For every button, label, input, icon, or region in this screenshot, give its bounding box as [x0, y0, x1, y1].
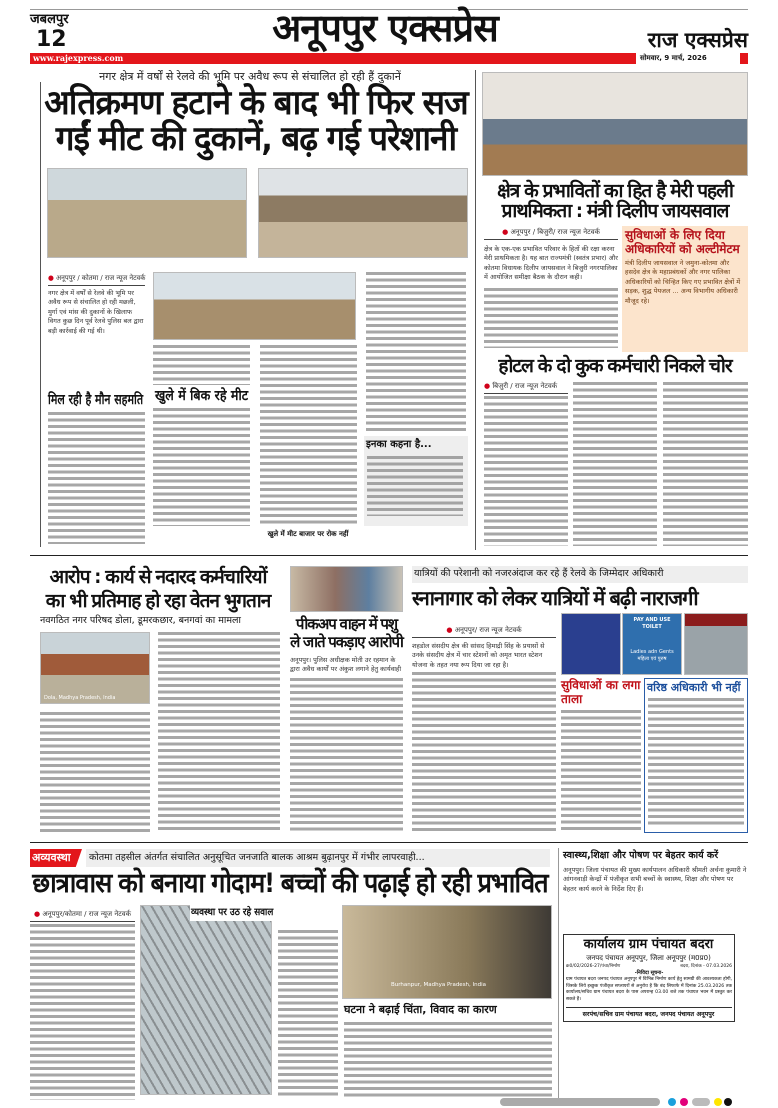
- dola-photo-caption: Dola, Madhya Pradesh, India: [44, 695, 116, 701]
- notice-ref: क्र0/02/2026-27/पंचा/निर्माण: [566, 964, 621, 969]
- railway-kicker: यात्रियों की परेशानी को नजरअंदाज कर रहे हैं रेलवे के जिम्मेदार अधिकारी: [414, 568, 664, 579]
- page-number: 12: [36, 27, 67, 52]
- scaffolding-photo: [140, 905, 272, 1095]
- print-color-bar: [400, 1098, 730, 1106]
- senior-officer-text: [648, 698, 744, 828]
- hostel-kicker: कोतमा तहसील अंतर्गत संचालित अनुसूचित जनजाति बालक आश्रम बुढ़ानपुर में गंभीर लापरवाही...: [89, 852, 425, 863]
- railway-body-col2: [561, 710, 641, 832]
- subhead-senior-officer: वरिष्ठ अधिकारी भी नहीं: [647, 681, 741, 694]
- ultimatum-heading: सुविधाओं के लिए दिया अधिकारियों को अल्टीमेटम: [625, 228, 740, 256]
- notice-heading: -निविदा सूचना-: [634, 970, 664, 976]
- hostel-body-col2: [278, 930, 338, 1098]
- red-bar-end: [740, 53, 748, 64]
- hotel-body-col1: [484, 396, 568, 546]
- sign-pay-toilet: PAY AND USE TOILET: [633, 617, 671, 630]
- toilet-rate-board-photo: [561, 613, 621, 675]
- railway-headline: स्नानागार को लेकर यात्रियों में बढ़ी नाराजगी: [412, 586, 698, 610]
- lead-bottom-line: खुले में मीट बाजार पर रोक नहीं: [267, 530, 349, 538]
- notice-title: कार्यालय ग्राम पंचायत बदरा: [583, 937, 714, 952]
- hostel-body-col3: [344, 1022, 552, 1100]
- railway-lead: शहडोल संसदीय क्षेत्र की सांसद हिमाद्री सिंह के प्रयासों से उनके संसदीय क्षेत्र में चार स्टेशनों को अमृत भारत स्टेशन योजना के तहत नया रूप दिया जा रहा है।: [412, 642, 545, 669]
- red-bar: [30, 53, 426, 64]
- lead-headline: अतिक्रमण हटाने के बाद भी फिर सज गईं मीट की दुकानें, बढ़ गई परेशानी: [44, 83, 468, 159]
- health-lead: अनूपपुर। जिला पंचायत की मुख्य कार्यपालन अधिकारी श्रीमती अर्चना कुमारी ने आंगनवाड़ी केन्द्रों में पंजीकृत सभी बच्चों के स्वास्थ्य, शिक्षा और पोषण पर बेहतर कार्य करने के निर्देश दिए हैं।: [563, 866, 747, 893]
- section-divider: [30, 555, 748, 556]
- notice-date: बदरा, दिनांक - 07.03.2026: [680, 964, 732, 969]
- demolition-photo: [47, 168, 247, 258]
- lead-text: नगर क्षेत्र में वर्षों से रेलवे की भूमि पर अवैध रूप से संचालित हो रही मछली, मुर्गा एवं मांस की दुकानों के खिलाफ विगत कुछ दिन पूर्व रेलवे पुलिस बल द्वारा बड़ी कार्रवाई की गई थी।: [48, 289, 144, 335]
- hotel-byline: ● बिजुरी / राज न्यूज नेटवर्क: [484, 382, 568, 394]
- railway-body-col1: [412, 672, 556, 832]
- brand-logo: राज एक्सप्रेस: [647, 28, 748, 52]
- subhead-consent: मिल रही है मौन सहमति: [48, 392, 144, 408]
- burhanpur-caption: Burhanpur, Madhya Pradesh, India: [391, 982, 487, 988]
- lead-body-col2a: [153, 345, 250, 385]
- salary-body-col2: [158, 632, 280, 832]
- market-photo: [153, 272, 356, 340]
- notice-ref-row: [566, 963, 732, 970]
- health-headline: स्वास्थ्य,शिक्षा और पोषण पर बेहतर कार्य करें: [563, 850, 719, 861]
- salary-subhead: नवगठित नगर परिषद डोला, डूमरकछार, बनगवां का मामला: [40, 615, 241, 626]
- city-label: जबलपुर: [30, 12, 69, 27]
- subhead-open-meat: खुले में बिक रहे मीट: [155, 388, 249, 404]
- issue-date: सोमवार, 9 मार्च, 2026: [640, 54, 707, 62]
- ultimatum-text: मंत्री दिलीप जायसवाल ने जमुना-कोतमा और हसदेव क्षेत्र के महाप्रबंधकों और नगर पालिका अधिकारियों को चिन्हित किए गए प्रभावित क्षेत्रों में सड़क, शुद्ध पेयजल ... अन्य विभागीय अधिकारी मौजूद रहे।: [625, 259, 741, 305]
- lead-body-col4: [366, 272, 466, 432]
- subhead-locked: सुविधाओं का लगा ताला: [561, 678, 641, 706]
- lead-byline: ● अनूपपुर / कोतमा / राज न्यूज नेटवर्क: [48, 274, 145, 286]
- meeting-photo: [482, 72, 748, 176]
- column-divider-2: [558, 848, 559, 1100]
- lead-body-col3: [260, 345, 357, 526]
- quote-text: [367, 456, 463, 516]
- masthead: अनूपपुर एक्सप्रेस: [272, 6, 498, 50]
- hostel-photo: [342, 905, 552, 999]
- hostel-headline: छात्रावास को बनाया गोदाम! बच्चों की पढ़ाई हो रही प्रभावित: [32, 868, 548, 899]
- section-divider-2: [30, 842, 748, 843]
- hostel-photo-caption: व्यवस्था पर उठ रहे सवाल: [191, 907, 274, 918]
- notice-subtitle: जनपद पंचायत अनूपपुर, जिला अनूपपुर (म0प्र0): [586, 954, 711, 962]
- salary-body-col1: [40, 712, 150, 832]
- minister-byline: ● अनूपपुर / बिजुरी/ राज न्यूज नेटवर्क: [484, 228, 618, 240]
- minister-lead: क्षेत्र के एक-एक प्रभावित परिवार के हितों की रक्षा करना मेरी प्राथमिकता है। यह बात राज्यमंत्री (स्वतंत्र प्रभार) और कोतमा विधायक दिलीप जायसवाल ने बिजुरी नगरपालिका में आयोजित समीक्षा बैठक के दौरान कही।: [484, 245, 618, 282]
- shops-photo: [258, 168, 468, 258]
- subhead-incident: घटना ने बढ़ाई चिंता, विवाद का कारण: [344, 1003, 497, 1016]
- tender-notice: [563, 934, 735, 1022]
- minister-body: [484, 288, 618, 348]
- lead-body-col1: [48, 412, 145, 544]
- dola-office-photo: [40, 632, 150, 704]
- lead-border: [40, 82, 41, 547]
- pickup-body: [290, 678, 403, 832]
- railway-byline: ● अनूपपुर/ राज न्यूज नेटवर्क: [412, 626, 556, 638]
- notice-signature: सरपंच/सचिव ग्राम पंचायत बदरा, जनपद पंचायत अनूपपुर: [582, 1010, 715, 1018]
- notice-body: ग्राम पंचायत बदरा जनपद पंचायत अनूपपुर में विभिन्न निर्माण कार्य हेतु सामग्री की आवश्यकता होगी, जिसके लिये इच्छुक पंजीकृत सप्लायरों से अनुरोध है कि बंद लिफाफे में दिनांक 25.03.2026 तक कार्यालय/सचिव ग्राम पंचायत बदरा के पास अपरान्ह 03.00 बजे तक पंचायत भवन में प्रस्तुत कर सकते हैं।: [566, 977, 732, 1002]
- website-link[interactable]: www.rajexpress.com: [33, 53, 124, 63]
- quote-heading: इनका कहना है...: [366, 439, 432, 450]
- hostel-byline: ● अनूपपुर/कोतमा / राज न्यूज नेटवर्क: [30, 910, 135, 922]
- hotel-body-col3: [663, 382, 748, 546]
- ultimatum-box: [622, 226, 748, 352]
- salary-headline: आरोप : कार्य से नदारद कर्मचारियों का भी प्रतिमाह हो रहा वेतन भुगतान: [45, 566, 271, 612]
- sign-hindi: महिला एवं पुरुष: [637, 656, 667, 662]
- hotel-headline: होटल के दो कुक कर्मचारी निकले चोर: [498, 355, 732, 377]
- column-divider: [475, 70, 476, 550]
- arrest-photo: [290, 566, 403, 612]
- senior-officer-box: [644, 678, 748, 833]
- sign-ladies-gents: Ladies adn Gents: [630, 649, 674, 655]
- pay-toilet-sign-photo: [622, 613, 682, 675]
- locked-toilet-photo: [684, 613, 748, 675]
- hostel-body-col1: [30, 924, 135, 1100]
- minister-headline: क्षेत्र के प्रभावितों का हित है मेरी पहली प्राथमिकता : मंत्री दिलीप जायसवाल: [497, 180, 733, 222]
- red-bar-extension: [426, 53, 636, 64]
- pickup-headline: पीकअप वाहन में पशु ले जाते पकड़ाए आरोपी: [290, 615, 403, 651]
- quote-box: [364, 436, 468, 526]
- hotel-body-col2: [573, 382, 657, 546]
- pickup-lead: अनूपपुर। पुलिस अधीक्षक मोती उर रहमान के द्वारा अवैध कार्यों पर अंकुश लगाने हेतु कार्यवाही: [290, 656, 402, 674]
- lead-kicker: नगर क्षेत्र में वर्षों से रेलवे की भूमि पर अवैध रूप से संचालित हो रही हैं दुकानें: [99, 70, 401, 83]
- category-tag: अव्यवस्था: [32, 851, 71, 864]
- lead-body-col2b: [153, 408, 250, 526]
